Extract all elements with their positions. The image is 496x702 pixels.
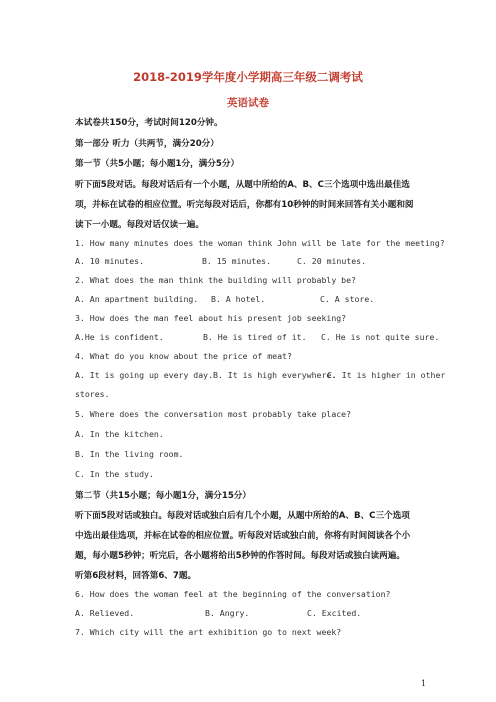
exam-subtitle: 英语试卷 [227,97,269,109]
option-a: A. Relieved. [75,608,135,618]
option-c: C. He is not quite sure. [321,332,440,342]
part1-heading: 第一部分 听力（共两节，满分20分） [75,139,219,149]
option-c: C. A store. [320,294,375,304]
option-c: C. 20 minutes. [297,256,367,266]
question-5: 5. Where does the conversation most probably take place? [75,409,352,419]
section2-instruction-line: 题，每小题5秒钟；听完后，各小题将给出5秒钟的作答时间。每段对话或独白读两遍。 [75,551,405,561]
section2-instruction-line: 中选出最佳选项，并标在试卷的相应位置。听每段对话或独白前，你将有时间阅读各个小 [75,531,411,541]
option-a: A.He is confident. [75,332,164,342]
section2-instruction-line: 听第6段材料，回答第6、7题。 [75,571,197,581]
intro-text: 本试卷共150分，考试时间120分钟。 [75,118,223,128]
option-b: B. In the living room. [75,449,184,459]
exam-title: 2018-2019学年度小学期高三年级二调考试 [133,70,363,84]
option-c: C. It is higher in other [327,370,446,380]
option-b: B. He is tired of it. [203,332,307,342]
option-c: C. In the study. [75,469,154,479]
option-c: C. Excited. [307,608,362,618]
option-b: B. Angry. [205,608,250,618]
page-number: 1 [420,679,426,688]
section2-instruction-line: 听下面5段对话或独白。每段对话或独白后有几个小题，从题中所给的A、B、C三个选项 [75,511,410,521]
option-a: A. It is going up every day. [75,370,214,380]
option-a: A. An apartment building. [75,294,199,304]
question-2: 2. What does the man think the building will probably be? [75,275,356,285]
option-c-continuation: stores. [75,389,110,399]
option-a: A. 10 minutes. [75,256,145,266]
question-4: 4. What do you know about the price of meat? [75,351,292,361]
section1-instruction-line: 项，并标在试卷的相应位置。听完每段对话后，你都有10秒钟的时间来回答有关小题和阅 [75,200,414,210]
section2-heading: 第二节（共15小题；每小题1分，满分15分） [75,491,251,501]
option-a: A. In the kitchen. [75,429,164,439]
option-b: B. A hotel. [211,294,266,304]
question-3: 3. How does the man feel about his present job seeking? [75,313,347,323]
option-b: B. 15 minutes. [202,256,272,266]
question-7: 7. Which city will the art exhibition go to next week? [75,627,342,637]
option-b: B. It is high everywhere. [213,370,337,380]
question-6: 6. How does the woman feel at the beginning of the conversation? [75,589,391,599]
section1-instruction-line: 读下一小题。每段对话仅读一遍。 [75,220,204,230]
question-1: 1. How many minutes does the woman think John will be late for the meeting? [75,238,445,248]
section1-instruction-line: 听下面5段对话。每段对话后有一个小题，从题中所给的A、B、C三个选项中选出最佳选 [75,180,410,190]
section1-heading: 第一节（共5小题；每小题1分，满分5分） [75,159,240,169]
